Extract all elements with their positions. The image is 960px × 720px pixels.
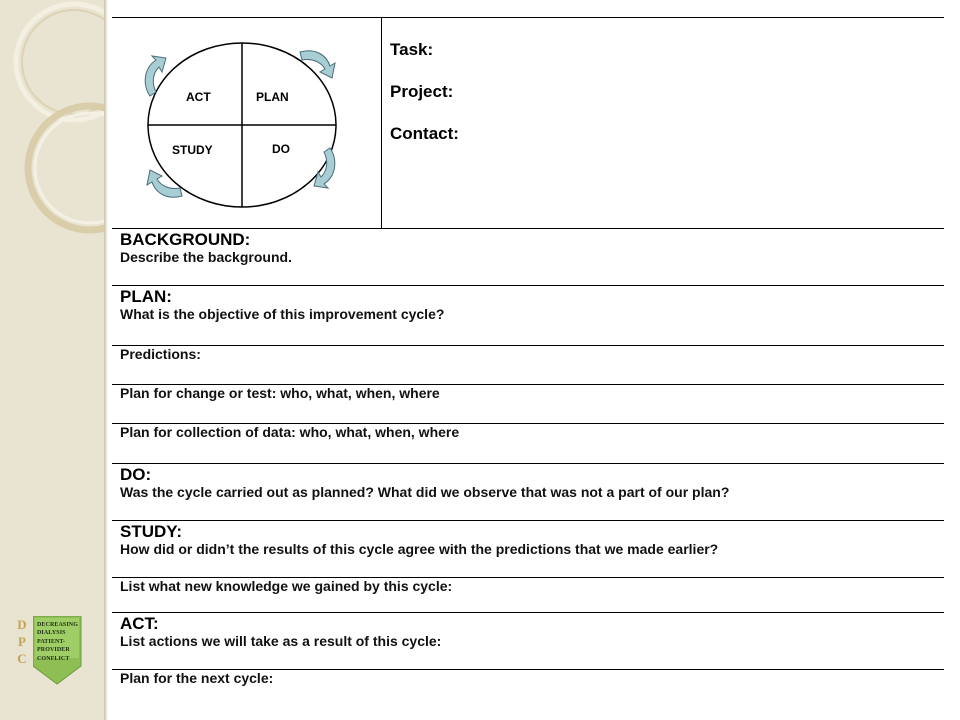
pdsa-form	[112, 17, 944, 710]
section-study	[112, 521, 944, 578]
quadrant-plan: PLAN	[256, 90, 289, 104]
pdsa-cycle-diagram	[140, 36, 350, 221]
section-prompt: Was the cycle carried out as planned? What did we observe that was not a part of our plan?	[120, 484, 730, 500]
section-title: STUDY:	[120, 522, 183, 541]
task-label: Task:	[390, 40, 434, 59]
section-plan-change	[112, 385, 944, 424]
logo-line: PROVIDER	[37, 647, 70, 654]
section-knowledge	[112, 578, 944, 613]
section-prompt: Plan for the next cycle:	[120, 670, 274, 686]
section-title: DO:	[120, 465, 152, 484]
section-prompt: How did or didn’t the results of this cycle agree with the predictions that we made earlier?	[120, 541, 719, 557]
decorative-rings	[0, 0, 104, 260]
section-background	[112, 229, 944, 286]
logo-text	[37, 621, 87, 663]
section-prompt: List what new knowledge we gained by this cycle:	[120, 578, 453, 594]
logo-letter: D	[17, 617, 27, 632]
contact-label: Contact:	[390, 124, 459, 143]
section-plan	[112, 286, 944, 346]
section-predictions	[112, 346, 944, 385]
side-band-shadow	[104, 0, 108, 720]
logo-letter: P	[18, 634, 26, 649]
section-act	[112, 613, 944, 670]
quadrant-do: DO	[272, 142, 290, 156]
header-divider	[381, 18, 382, 228]
quadrant-study: STUDY	[172, 143, 213, 157]
project-label: Project:	[390, 82, 454, 101]
section-do	[112, 464, 944, 521]
section-prompt: What is the objective of this improvement cycle?	[120, 306, 445, 322]
section-prompt: List actions we will take as a result of this cycle:	[120, 633, 442, 649]
form-header	[112, 17, 944, 229]
section-next-cycle	[112, 670, 944, 710]
section-title: PLAN:	[120, 287, 172, 306]
section-prompt: Describe the background.	[120, 249, 292, 265]
quadrant-act: ACT	[186, 90, 211, 104]
cycle-circle	[140, 36, 350, 216]
logo-letter: C	[17, 651, 27, 666]
section-prompt: Plan for collection of data: who, what, when, where	[120, 424, 460, 440]
logo-letters	[14, 616, 30, 667]
section-plan-data	[112, 424, 944, 464]
logo-line: CONFLICT	[37, 655, 70, 662]
meta-fields	[390, 40, 459, 166]
section-title: BACKGROUND:	[120, 230, 251, 249]
logo-line: PATIENT-	[37, 638, 66, 645]
section-title: ACT:	[120, 614, 159, 633]
logo-line: DIALYSIS	[37, 630, 66, 637]
section-prompt: Predictions:	[120, 346, 201, 362]
logo-line: DECREASING	[37, 622, 79, 628]
section-prompt: Plan for change or test: who, what, when, where	[120, 385, 440, 401]
dpc-logo	[14, 616, 88, 688]
